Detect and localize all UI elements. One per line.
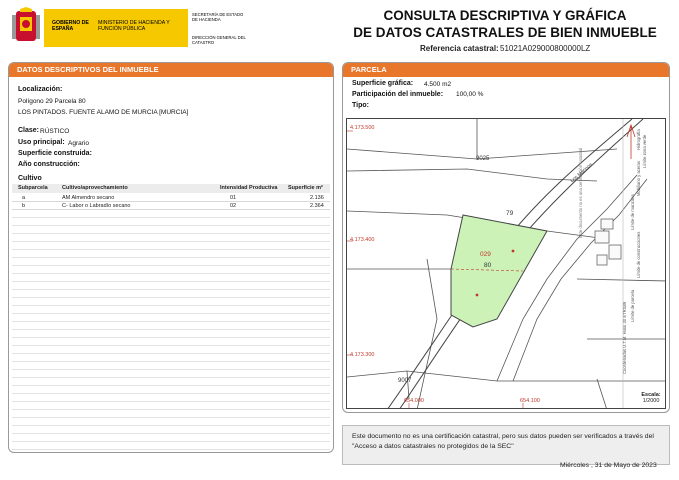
empty-table-row [12,330,330,338]
coat-of-arms-icon [10,7,42,49]
empty-table-row [12,274,330,282]
empty-table-row [12,370,330,378]
empty-table-row [12,362,330,370]
descriptive-bar: DATOS DESCRIPTIVOS DEL INMUEBLE [9,63,333,77]
parcel-label-9007: 9007 [398,378,412,384]
legend-5: Límite zona verde [642,134,647,168]
cell-subparcela: a [22,195,26,201]
empty-table-row [12,322,330,330]
empty-table-row [12,434,330,442]
legend-1: Límite de parcela [630,289,635,322]
empty-table-row [12,394,330,402]
secretaria-text: SECRETARÍA DE ESTADO DE HACIENDA [192,12,244,22]
localizacion-label: Localización: [18,86,63,93]
scale-value: 1/2000 [642,398,660,404]
empty-table-row [12,386,330,394]
legend-4: Mobiliario y aceras [636,161,641,196]
legend-3: Límite de manzana [630,194,635,230]
uso-label: Uso principal: [18,139,65,146]
empty-table-row [12,426,330,434]
ref-label: Referencia catastral: [420,44,499,53]
cell-intensidad: 01 [230,195,237,201]
legend-6: Hidrografía [636,129,641,150]
coord-x1: 654.000 [404,398,424,404]
cell-subparcela: b [22,203,26,209]
col-subparcela: Subparcela [18,185,48,191]
coords-note: Coordenadas U.T.M. Huso 30 ETRS89 [622,301,627,374]
empty-table-row [12,258,330,266]
legend-2: Límite de construcciones [636,231,641,278]
col-superficie: Superficie m² [288,185,323,191]
scale-label: Escala: [641,392,661,398]
page-title-line1: CONSULTA DESCRIPTIVA Y GRÁFICA [383,8,627,23]
cultivo-table-header [12,184,330,193]
cadastral-map[interactable] [346,118,666,409]
anio-label: Año construcción: [18,161,80,168]
clase-label: Clase: [18,127,40,134]
ref-value: 51021A029000800000LZ [500,44,591,53]
direccion-text: DIRECCIÓN GENERAL DEL CATASTRO [192,35,246,45]
empty-table-row [12,346,330,354]
table-row [12,202,330,210]
parcel-label-79: 79 [506,210,514,217]
empty-table-row [12,226,330,234]
table-row [12,194,330,202]
empty-table-row [12,354,330,362]
empty-table-row [12,266,330,274]
empty-table-row [12,442,330,450]
tipo-label: Tipo: [352,102,369,109]
scale-box [636,392,666,409]
parcel-label-9025: 9025 [476,156,490,162]
cell-superficie: 2.364 [310,203,324,209]
cultivo-label: Cultivo [18,175,42,182]
uso-value: Agrario [68,140,89,147]
page-title-line2: DE DATOS CATASTRALES DE BIEN INMUEBLE [353,25,657,40]
issue-date: Miércoles , 31 de Mayo de 2023 [560,462,657,469]
participacion-value: 100,00 % [456,91,484,98]
gobierno-text: GOBIERNO DE ESPAÑA [52,20,89,32]
empty-table-row [12,378,330,386]
road-label: Los Marinos [569,161,594,185]
empty-table-row [12,410,330,418]
empty-table-row [12,290,330,298]
empty-table-row [12,250,330,258]
parcel-label-029: 029 [480,251,491,258]
sup-grafica-label: Superficie gráfica: [352,80,414,87]
empty-table-row [12,402,330,410]
empty-table-row [12,234,330,242]
empty-table-row [12,282,330,290]
empty-table-row [12,418,330,426]
coord-x2: 654.100 [520,398,540,404]
col-cultivo: Cultivo/aprovechamiento [62,185,128,191]
empty-table-row [12,242,330,250]
empty-table-row [12,306,330,314]
sup-grafica-value: 4.500 m2 [424,81,452,88]
localizacion-line1: Polígono 29 Parcela 80 [18,98,86,105]
coord-y2: 4.173.400 [350,237,375,243]
ministerio-text: MINISTERIO DE HACIENDA Y FUNCIÓN PÚBLICA [98,20,170,32]
coord-y3: 4.173.300 [350,352,375,358]
side-note: Este documento no es una certificación catastral [578,147,583,238]
parcel-bar: PARCELA [343,63,669,77]
col-intensidad: Intensidad Productiva [220,185,278,191]
empty-table-row [12,338,330,346]
parcel-label-80: 80 [484,262,492,269]
cell-intensidad: 02 [230,203,237,209]
disclaimer-text: Este documento no es una certificación catastral, pero sus datos pueden ser verificados a través del "Acceso a datos catastrales no protegidos de la SEC" [352,433,654,450]
coord-y1: 4.173.500 [350,125,375,131]
empty-table-row [12,298,330,306]
empty-table-row [12,314,330,322]
empty-table-row [12,210,330,218]
cell-cultivo: AM Almendro secano [62,195,115,201]
empty-table-row [12,218,330,226]
clase-value: RÚSTICO [40,128,70,135]
cell-cultivo: C- Labor o Labradío secano [62,203,131,209]
superficie-label: Superficie construida: [18,150,92,157]
cell-superficie: 2.136 [310,195,324,201]
localizacion-line2: LOS PINTADOS. FUENTE ALAMO DE MURCIA [MURCIA] [18,109,189,116]
participacion-label: Participación del inmueble: [352,91,444,98]
